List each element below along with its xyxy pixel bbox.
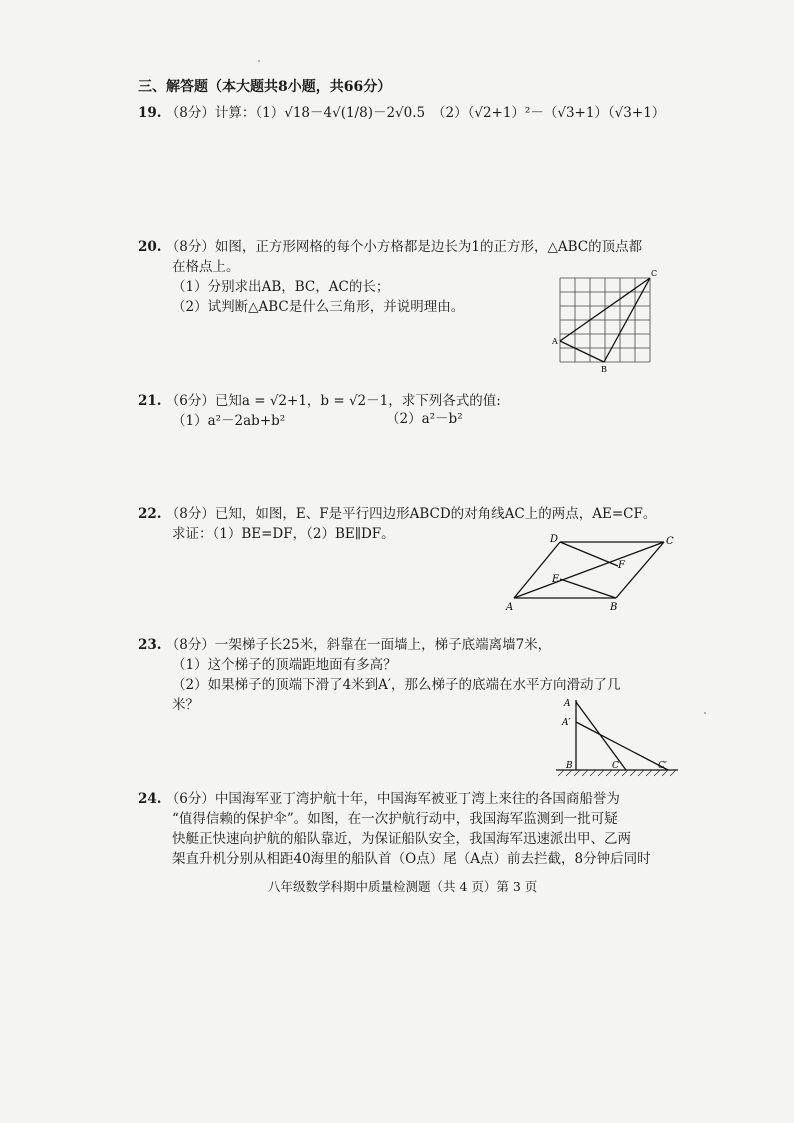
ladder-lines: [556, 700, 678, 770]
ladder-figure: [552, 694, 682, 778]
question-21-part2: （2）a²－b²: [386, 411, 463, 427]
parallelogram-abcd: [514, 542, 664, 598]
question-number: 21.: [138, 393, 162, 409]
parallelogram-figure: [500, 530, 682, 614]
label-b: B: [610, 602, 618, 613]
question-23-line1: [138, 636, 551, 654]
label-d: D: [550, 534, 559, 545]
grid-lines: [560, 278, 650, 362]
label-c: C: [612, 761, 619, 771]
question-19: [138, 104, 425, 122]
label-a: A: [552, 337, 558, 346]
label-b: B: [566, 761, 573, 771]
label-c: C: [651, 269, 658, 278]
question-24-line4: 架直升机分别从相距40海里的船队首（O点）尾（A点）前去拦截，8分钟后同时: [172, 851, 651, 867]
question-24-text: （6分）中国海军亚丁湾护航十年，中国海军被亚丁湾上来往的各国商船誉为: [165, 791, 620, 807]
question-24-line2: “值得信赖的保护伞”。如图，在一次护航行动中，我国海军监测到一批可疑: [172, 811, 618, 827]
question-number: 22.: [138, 506, 162, 522]
question-20-line4: （2）试判断△ABC是什么三角形，并说明理由。: [172, 299, 465, 315]
question-number: 23.: [138, 637, 162, 653]
label-b: B: [601, 365, 607, 374]
question-22-line2: 求证：（1）BE=DF，（2）BE∥DF。: [172, 526, 395, 542]
question-21-line1: [138, 392, 501, 410]
section-title: 三、解答题（本大题共8小题，共66分）: [138, 79, 392, 95]
question-24-line3: 快艇正快速向护航的船队靠近，为保证船队安全，我国海军迅速派出甲、乙两: [172, 831, 631, 847]
label-f: F: [618, 560, 625, 571]
scan-speck: [258, 60, 260, 62]
question-21-text: （6分）已知a = √2+1，b = √2－1，求下列各式的值:: [165, 393, 501, 409]
question-20-line3: （1）分别求出AB，BC，AC的长；: [172, 279, 390, 295]
label-c: C: [666, 536, 674, 547]
question-23-line4: 米？: [172, 697, 199, 713]
question-20-text: （8分）如图，正方形网格的每个小方格都是边长为1的正方形，△ABC的顶点都: [165, 239, 643, 255]
question-19-part1: √18－4√(1/8)－2√0.5: [284, 105, 426, 121]
question-22-line1: [138, 505, 656, 523]
question-24-line1: [138, 790, 620, 808]
page-footer: 八年级数学科期中质量检测题（共 4 页）第 3 页: [268, 879, 538, 894]
question-22-text: （8分）已知，如图，E、F是平行四边形ABCD的对角线AC上的两点，AE=CF。: [165, 506, 657, 522]
label-e: E: [552, 574, 560, 585]
label-c-prime: C′: [658, 761, 667, 771]
label-a: A: [506, 602, 514, 613]
question-20-line1: [138, 238, 642, 256]
label-a: A: [564, 699, 571, 709]
question-23-line3: （2）如果梯子的顶端下滑了4米到A′，那么梯子的底端在水平方向滑动了几: [172, 677, 621, 693]
question-number: 24.: [138, 791, 162, 807]
question-23-line2: （1）这个梯子的顶端距地面有多高？: [172, 657, 397, 673]
question-19-part2: （2）（√2+1）²－（√3+1）（√3+1）: [432, 105, 666, 121]
question-21-part1: （1）a²－2ab+b²: [172, 413, 286, 429]
question-23-text: （8分）一架梯子长25米，斜靠在一面墙上，梯子底端离墙7米，: [165, 637, 552, 653]
label-a-prime: A′: [562, 718, 571, 728]
question-number: 19.: [138, 105, 162, 121]
scan-speck: [704, 712, 706, 714]
question-number: 20.: [138, 239, 162, 255]
question-20-line2: 在格点上。: [172, 259, 240, 275]
question-19-score: （8分）计算：（1）: [165, 105, 285, 121]
grid-triangle-figure: [546, 266, 662, 374]
